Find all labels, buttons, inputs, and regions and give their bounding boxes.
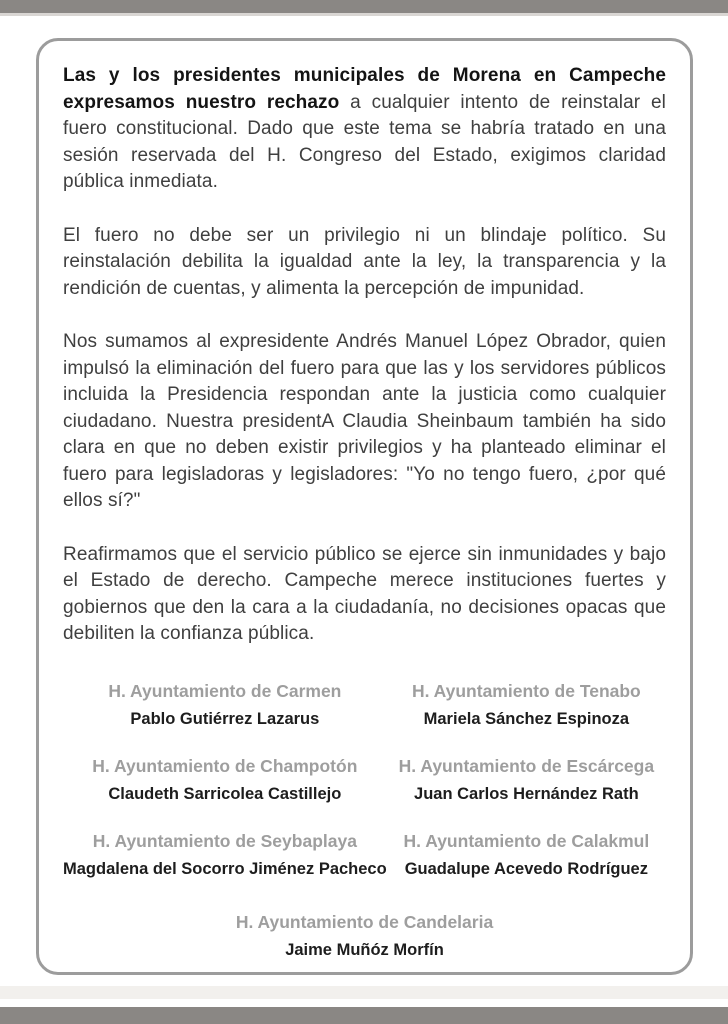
signatory-name: Juan Carlos Hernández Rath xyxy=(414,784,639,803)
municipality-label: H. Ayuntamiento de Seybaplaya xyxy=(92,830,357,851)
bottom-faint-band xyxy=(0,986,728,999)
statement-paragraph-2 xyxy=(63,223,666,303)
signature-block-seybaplaya xyxy=(63,830,387,879)
statement-paragraph-4 xyxy=(63,542,666,648)
signatory-name: Magdalena del Socorro Jiménez Pacheco xyxy=(63,859,387,878)
municipality-label: H. Ayuntamiento de Tenabo xyxy=(411,680,641,701)
signatory-name: Mariela Sánchez Espinoza xyxy=(423,709,630,728)
signature-grid xyxy=(63,680,666,960)
top-decorative-bar-edge xyxy=(0,13,728,16)
paragraph-1-bold-lead: Las y los presidentes municipales de Morena en Campeche expresamos nuestro rechazo xyxy=(63,65,666,113)
municipality-label: H. Ayuntamiento de Calakmul xyxy=(403,830,650,851)
municipality-label: H. Ayuntamiento de Champotón xyxy=(92,755,358,776)
signatory-name: Pablo Gutiérrez Lazarus xyxy=(130,709,320,728)
municipality-label: H. Ayuntamiento de Candelaria xyxy=(235,911,494,932)
paragraph-1-body: a cualquier intento de reinstalar el fuero constitucional. Dado que este tema se habría tratado en una sesión reservada del H. Congreso del Estado, exigimos claridad pública inmediata. xyxy=(63,91,667,192)
signature-block-escarcega xyxy=(387,755,666,804)
signature-block-calakmul xyxy=(387,830,666,879)
signatory-name: Guadalupe Acevedo Rodríguez xyxy=(404,859,648,878)
signatory-name: Claudeth Sarricolea Castillejo xyxy=(108,784,342,803)
statement-card xyxy=(36,38,693,975)
municipality-label: H. Ayuntamiento de Carmen xyxy=(108,680,342,701)
signature-block-candelaria xyxy=(63,911,666,960)
signatory-name: Jaime Muñóz Morfín xyxy=(285,940,444,959)
paragraph-4-body: Reafirmamos que el servicio público se ejerce sin inmunidades y bajo el Estado de derecho. Campeche merece instituciones fuertes y gobiernos que den la cara a la ciudadanía, no decisiones opacas que debiliten la confianza pública. xyxy=(63,543,666,644)
bottom-decorative-bar xyxy=(0,1007,728,1024)
signature-block-champoton xyxy=(63,755,387,804)
signature-block-carmen xyxy=(63,680,387,729)
municipality-label: H. Ayuntamiento de Escárcega xyxy=(398,755,655,776)
top-decorative-bar xyxy=(0,0,728,13)
statement-paragraph-1 xyxy=(63,63,666,196)
paragraph-3-body: Nos sumamos al expresidente Andrés Manuel López Obrador, quien impulsó la eliminación del fuero para que las y los servidores públicos incluida la Presidencia respondan ante la justicia como cualquier ciudadano. Nuestra presidentA Claudia Sheinbaum también ha sido clara en que no deben existir privilegios y ha planteado eliminar el fuero para legisladoras y legisladores: "Yo no tengo fuero, ¿por qué ellos sí?" xyxy=(63,331,666,511)
signature-block-tenabo xyxy=(387,680,666,729)
statement-paragraph-3 xyxy=(63,329,666,515)
paragraph-2-body: El fuero no debe ser un privilegio ni un blindaje político. Su reinstalación debilita la igualdad ante la ley, la transparencia y la rendición de cuentas, y alimenta la percepción de impunidad. xyxy=(63,224,666,299)
